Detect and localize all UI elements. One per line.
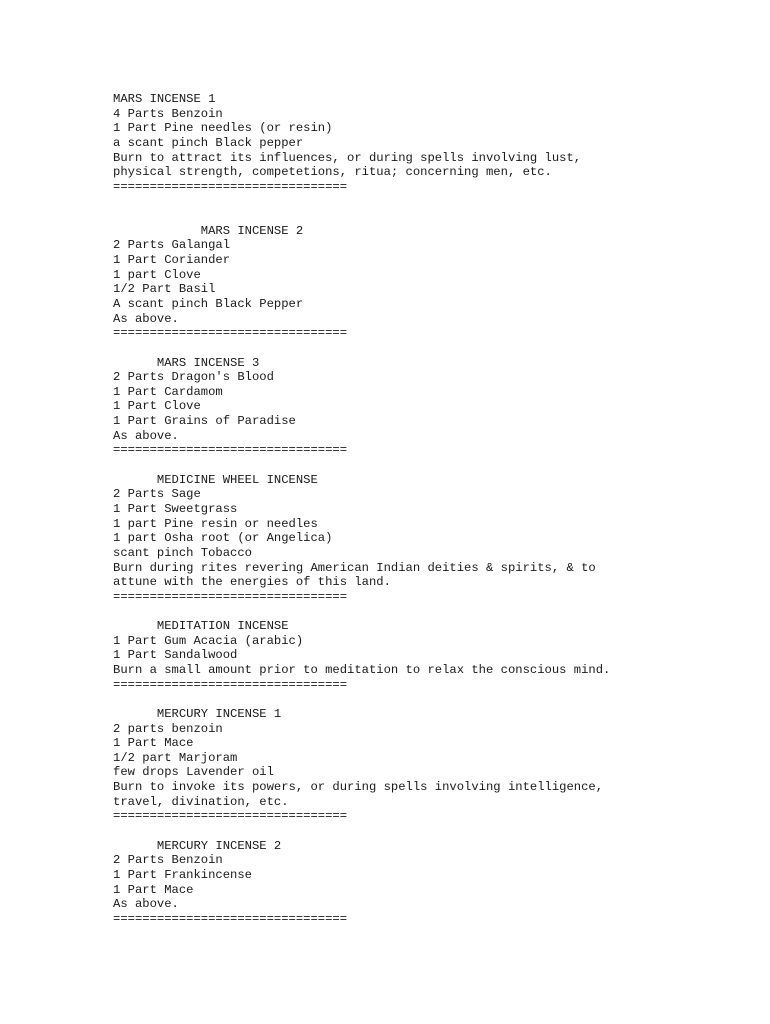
recipe-line: As above. [113, 311, 179, 326]
recipe-line: Burn during rites revering American Indian deities & spirits, & to [113, 560, 596, 575]
recipe-title: MEDITATION INCENSE [113, 619, 289, 634]
section-separator: ================================ [113, 443, 348, 458]
recipe-line: 1 Part Mace [113, 882, 194, 897]
recipe-line: 1 part Clove [113, 267, 201, 282]
recipe-line: 1 part Pine resin or needles [113, 516, 318, 531]
blank-line [113, 341, 753, 356]
blank-line [113, 692, 753, 707]
section-separator: ================================ [113, 677, 348, 692]
recipe-section [113, 619, 753, 692]
recipe-line: 1 Part Pine needles (or resin) [113, 121, 333, 136]
recipe-line: 1 Part Sandalwood [113, 648, 238, 663]
recipe-line: 2 Parts Benzoin [113, 853, 223, 868]
recipe-line: physical strength, competetions, ritua; concerning men, etc. [113, 165, 552, 180]
recipe-line: 1 Part Grains of Paradise [113, 414, 296, 429]
recipe-line: 4 Parts Benzoin [113, 106, 223, 121]
recipe-line: 2 Parts Galangal [113, 238, 231, 253]
blank-line [113, 458, 753, 473]
section-separator: ================================ [113, 179, 348, 194]
recipe-line: travel, divination, etc. [113, 794, 289, 809]
section-separator: ================================ [113, 589, 348, 604]
recipe-line: a scant pinch Black pepper [113, 135, 304, 150]
recipe-line: 2 parts benzoin [113, 721, 223, 736]
blank-line [113, 604, 753, 619]
recipe-line: 1/2 Part Basil [113, 282, 216, 297]
recipe-line: Burn to attract its influences, or during spells involving lust, [113, 150, 582, 165]
recipe-line: 1 Part Mace [113, 736, 194, 751]
recipe-title: MARS INCENSE 3 [113, 355, 260, 370]
blank-line [113, 209, 753, 224]
recipe-line: Burn a small amount prior to meditation to relax the conscious mind. [113, 662, 611, 677]
recipe-line: 1 Part Gum Acacia (arabic) [113, 633, 304, 648]
section-separator: ================================ [113, 809, 348, 824]
recipe-line: 2 Parts Dragon's Blood [113, 370, 274, 385]
recipe-line: 1 part Osha root (or Angelica) [113, 531, 333, 546]
recipe-section [113, 92, 753, 194]
recipe-line: 1 Part Coriander [113, 253, 231, 268]
recipe-section [113, 473, 753, 605]
recipe-line: As above. [113, 428, 179, 443]
recipe-title: MERCURY INCENSE 2 [113, 838, 282, 853]
recipe-line: few drops Lavender oil [113, 765, 274, 780]
document-page [113, 92, 753, 927]
section-separator: ================================ [113, 326, 348, 341]
recipe-title: MEDICINE WHEEL INCENSE [113, 472, 318, 487]
recipe-section [113, 839, 753, 927]
recipe-section [113, 707, 753, 824]
blank-line [113, 194, 753, 209]
recipe-line: 2 Parts Sage [113, 487, 201, 502]
recipe-line: 1 Part Cardamom [113, 384, 223, 399]
recipe-line: As above. [113, 897, 179, 912]
recipe-line: 1 Part Frankincense [113, 867, 252, 882]
recipe-line: 1 Part Clove [113, 399, 201, 414]
recipe-section [113, 356, 753, 458]
recipe-title: MERCURY INCENSE 1 [113, 706, 282, 721]
recipe-section [113, 224, 753, 341]
recipe-line: A scant pinch Black Pepper [113, 296, 304, 311]
recipe-line: 1/2 part Marjoram [113, 750, 238, 765]
recipe-title: MARS INCENSE 2 [113, 223, 304, 238]
recipe-line: 1 Part Sweetgrass [113, 501, 238, 516]
recipe-line: attune with the energies of this land. [113, 575, 391, 590]
recipe-line: scant pinch Tobacco [113, 545, 252, 560]
blank-line [113, 824, 753, 839]
recipe-title: MARS INCENSE 1 [113, 92, 216, 106]
section-separator: ================================ [113, 911, 348, 926]
recipe-line: Burn to invoke its powers, or during spells involving intelligence, [113, 780, 604, 795]
